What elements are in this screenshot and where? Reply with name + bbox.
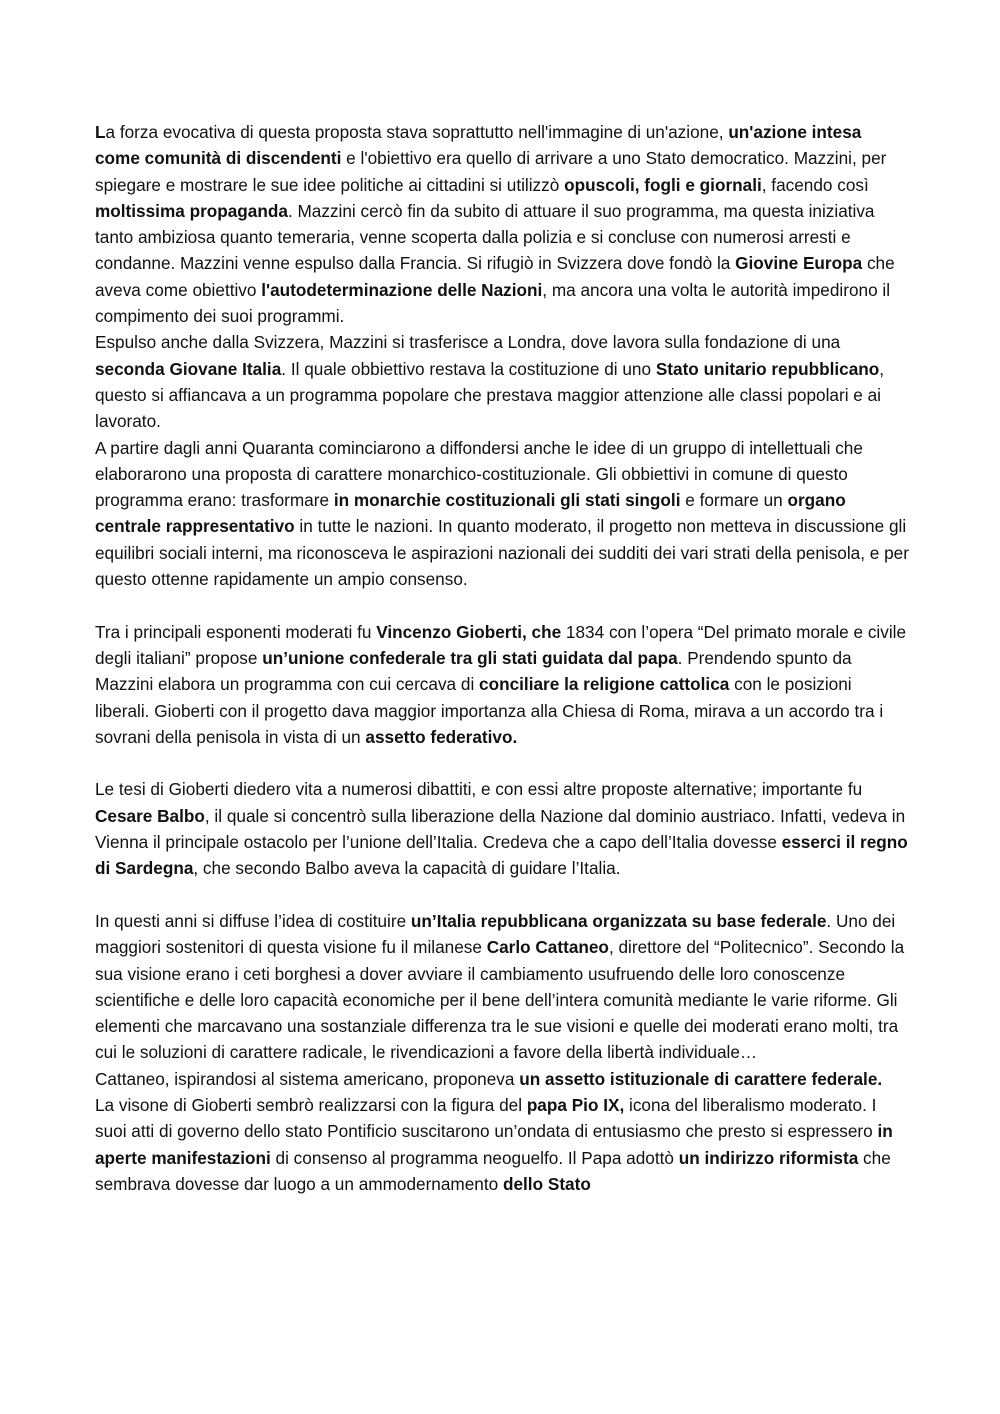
text-run: A partire dagli anni Quaranta cominciarono a diffondersi anche le idee di un gruppo di intellettuali che elaborarono una proposta di carattere monarchico-costituzionale. Gli obbiettivi in comune di questo programma erano: trasformare — [95, 437, 863, 511]
text-run: . Uno dei maggiori sostenitori di questa visione fu il milanese — [95, 910, 896, 958]
bold-run: in monarchie costituzionali gli stati singoli — [333, 490, 681, 511]
paragraph-gap — [95, 882, 910, 908]
bold-run: in aperte manifestazioni — [95, 1121, 893, 1168]
text-run: e l'obiettivo era quello di arrivare a uno Stato democratico. Mazzini, per spiegare e mostrare le sue idee politiche ai cittadini si utilizzò — [95, 148, 887, 195]
text-run: Le tesi di Gioberti diedero vita a numerosi dibattiti, e con essi altre proposte alternative; importante fu — [95, 779, 863, 800]
text-run: in tutte le nazioni. In quanto moderato, il progetto non metteva in discussione gli equilibri sociali interni, ma riconosceva le aspirazioni nazionali dei sudditi dei vari strati della penisola, e per questo ottenne rapidamente un ampio consenso. — [95, 516, 909, 590]
bold-run: organo centrale rappresentativo — [95, 490, 846, 537]
bold-run: un’Italia repubblicana organizzata su base federale — [410, 910, 827, 931]
paragraph — [95, 619, 910, 750]
bold-run: Carlo Cattaneo — [486, 937, 609, 958]
bold-run: dello Stato — [502, 1173, 591, 1194]
text-run: . Il quale obbiettivo restava la costituzione di uno — [281, 358, 656, 379]
text-run: con le posizioni liberali. Gioberti con il progetto dava maggior importanza alla Chiesa di Roma, mirava a un accordo tra i sovrani della penisola in vista di un — [95, 674, 884, 747]
bold-run: papa Pio IX, — [526, 1094, 625, 1115]
bold-run: esserci il regno di Sardegna — [95, 832, 908, 879]
bold-run: un assetto istituzionale di carattere federale. — [519, 1068, 883, 1089]
text-run: , facendo così — [761, 174, 869, 195]
text-run: , il quale si concentrò sulla liberazione della Nazione dal dominio austriaco. Infatti, vedeva in Vienna il principale ostacolo per l’unione dell’Italia. Credeva che a capo dell’Italia dovesse — [95, 805, 906, 853]
text-run: che sembrava dovesse dar luogo a un ammodernamento — [95, 1147, 891, 1194]
text-run: La visone di Gioberti sembrò realizzarsi con la figura del — [95, 1094, 527, 1115]
text-run: . Mazzini cercò fin da subito di attuare il suo programma, ma questa iniziativa tanto ambiziosa quanto temeraria, venne scoperta dalla polizia e si concluse con numerosi arresti e condanne. Mazzini venne espulso dalla Francia. Si rifugiò in Svizzera dove fondò la — [95, 200, 875, 274]
paragraph — [95, 119, 910, 329]
paragraph — [95, 1066, 910, 1092]
text-run: e formare un — [680, 490, 788, 511]
bold-run: Vincenzo Gioberti, che — [376, 621, 562, 642]
bold-run: moltissima propaganda — [95, 200, 288, 221]
paragraph — [95, 1092, 910, 1197]
bold-run: seconda Giovane Italia — [95, 358, 282, 379]
bold-run: Giovine Europa — [735, 253, 863, 274]
text-run: Tra i principali esponenti moderati fu — [95, 621, 377, 642]
text-run: che aveva come obiettivo — [95, 253, 895, 300]
paragraph-gap — [95, 592, 910, 618]
bold-run: Stato unitario repubblicano — [655, 358, 880, 379]
text-run: icona del liberalismo moderato. I suoi atti di governo dello stato Pontificio suscitarono un’ondata di entusiasmo che presto si espressero — [95, 1094, 878, 1142]
paragraph-gap — [95, 750, 910, 776]
paragraph — [95, 329, 910, 434]
bold-run: opuscoli, fogli e giornali — [564, 174, 762, 195]
text-run: . Prendendo spunto da Mazzini elabora un programma con cui cercava di — [95, 647, 852, 695]
bold-run: L — [95, 122, 106, 142]
bold-run: Cesare Balbo — [95, 805, 205, 826]
text-run: , ma ancora una volta le autorità impedirono il compimento dei suoi programmi. — [95, 279, 891, 327]
text-run: , direttore del “Politecnico”. Secondo la sua visione erano i ceti borghesi a dover avviare il cambiamento usufruendo delle loro conoscenze scientifiche e delle loro capacità economiche per il bene dell’intera comunità mediante le varie riforme. Gli elementi che marcavano una sostanziale differenza tra le sue visioni e quelle dei moderati erano molti, tra cui le soluzioni di carattere radicale, le rivendicazioni a favore della libertà individuale… — [95, 937, 905, 1063]
text-run: di consenso al programma neoguelfo. Il Papa adottò — [270, 1147, 679, 1168]
text-run: In questi anni si diffuse l’idea di costituire — [95, 910, 411, 931]
bold-run: assetto federativo. — [365, 726, 518, 747]
bold-run: conciliare la religione cattolica — [479, 674, 730, 695]
text-run: Cattaneo, ispirandosi al sistema americano, proponeva — [95, 1068, 520, 1089]
paragraph — [95, 435, 910, 593]
document-body — [95, 119, 910, 1197]
bold-run: un’unione confederale tra gli stati guidata dal papa — [262, 647, 678, 668]
text-run: a forza evocativa di questa proposta stava soprattutto nell'immagine di un'azione, — [105, 122, 729, 142]
text-run: 1834 con l’opera “Del primato morale e civile degli italiani” propose — [95, 621, 907, 668]
paragraph — [95, 776, 910, 881]
bold-run: un'azione intesa come comunità di discendenti — [95, 122, 862, 169]
bold-run: un indirizzo riformista — [678, 1147, 859, 1168]
bold-run: l'autodeterminazione delle Nazioni — [261, 279, 543, 300]
text-run: , che secondo Balbo aveva la capacità di guidare l’Italia. — [193, 858, 621, 879]
text-run: , questo si affiancava a un programma popolare che prestava maggior attenzione alle classi popolari e ai lavorato. — [95, 358, 885, 432]
text-run: Espulso anche dalla Svizzera, Mazzini si trasferisce a Londra, dove lavora sulla fondazione di una — [95, 332, 841, 353]
paragraph — [95, 908, 910, 1066]
